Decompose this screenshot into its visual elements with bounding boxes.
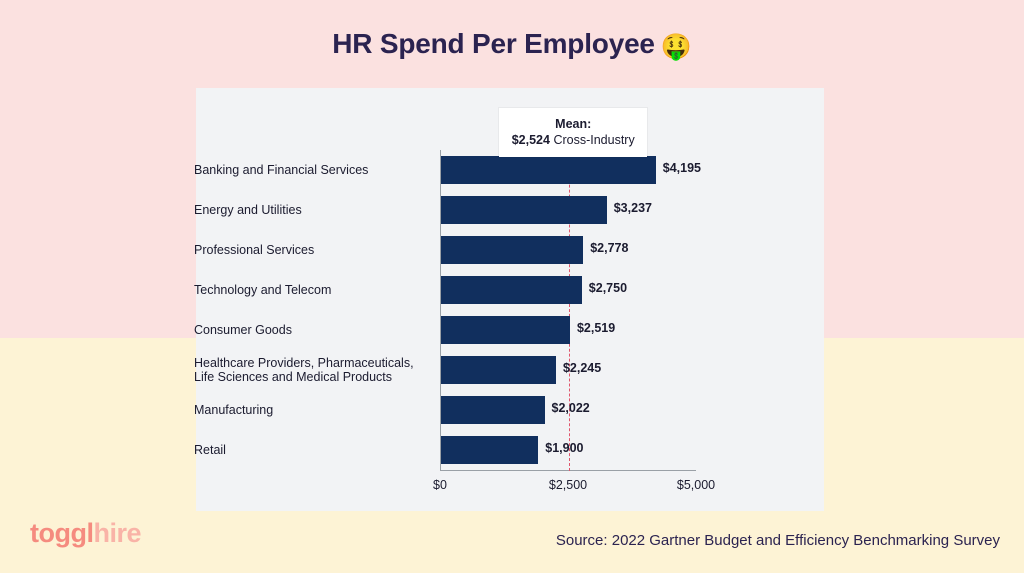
mean-annotation-box <box>499 108 647 157</box>
bar <box>441 196 607 224</box>
bar-value-label: $2,022 <box>551 401 590 415</box>
x-tick-label: $0 <box>433 478 447 492</box>
category-label: Energy and Utilities <box>194 203 302 217</box>
page-title-text: HR Spend Per Employee <box>332 28 655 59</box>
money-face-emoji-icon: 🤑 <box>660 33 692 61</box>
bar-value-label: $2,519 <box>576 321 616 335</box>
bar-series <box>440 150 702 470</box>
x-tick-label: $2,500 <box>548 478 588 492</box>
chart-plot-area <box>194 150 716 492</box>
bar <box>441 436 538 464</box>
bar-value-label: $3,237 <box>613 201 652 215</box>
bar-value-label: $4,195 <box>662 161 702 175</box>
mean-suffix: Cross-Industry <box>553 133 635 147</box>
bar <box>441 316 570 344</box>
x-axis-line <box>440 470 696 471</box>
page-title <box>0 28 1024 62</box>
bar <box>441 396 545 424</box>
mean-value: $2,524 <box>511 133 550 147</box>
toggl-hire-logo <box>30 518 141 549</box>
category-label: Retail <box>194 443 226 457</box>
category-label: Technology and Telecom <box>194 283 332 297</box>
category-label: Healthcare Providers, Pharmaceuticals, Life Sciences and Medical Products <box>194 356 414 384</box>
category-label: Consumer Goods <box>194 323 292 337</box>
source-note: Source: 2022 Gartner Budget and Efficiency Benchmarking Survey <box>555 532 1000 549</box>
bar-value-label: $2,750 <box>588 281 628 295</box>
bar <box>441 356 556 384</box>
x-tick-label: $5,000 <box>676 478 716 492</box>
category-labels <box>194 150 434 470</box>
logo-secondary: hire <box>93 518 142 548</box>
chart-panel <box>196 88 824 511</box>
bar-value-label: $2,245 <box>562 361 602 375</box>
bar-value-label: $2,778 <box>590 241 629 255</box>
bar <box>441 276 582 304</box>
category-label: Banking and Financial Services <box>194 163 369 177</box>
x-axis-tick-labels <box>433 478 716 498</box>
category-label: Professional Services <box>194 243 315 257</box>
mean-label: Mean: <box>555 117 592 131</box>
category-label: Manufacturing <box>194 403 274 417</box>
logo-primary: toggl <box>30 518 94 548</box>
bar <box>441 156 656 184</box>
bar-value-label: $1,900 <box>545 441 584 455</box>
bar <box>441 236 583 264</box>
